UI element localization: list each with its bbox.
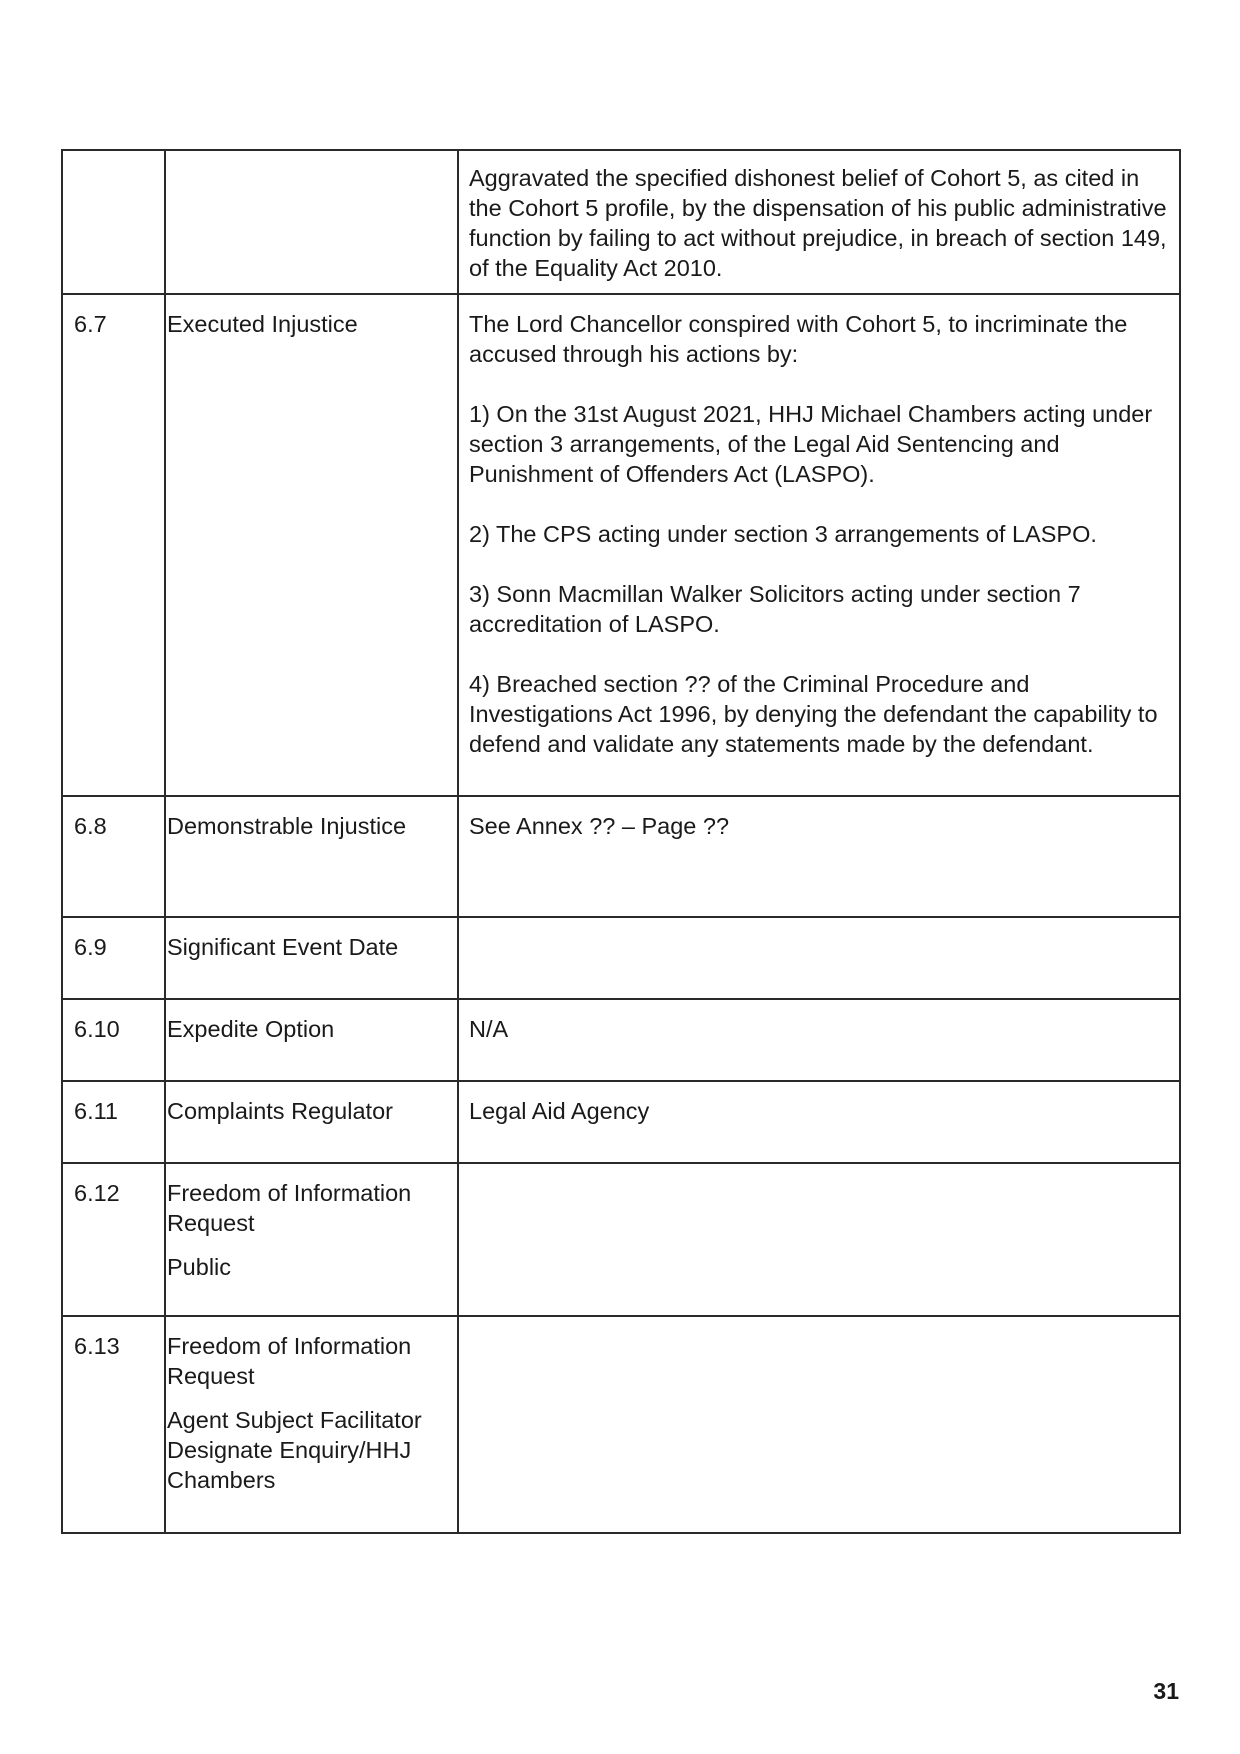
row-number: 6.10 (74, 1016, 120, 1042)
row-number: 6.9 (74, 934, 107, 960)
row-number: 6.13 (74, 1333, 120, 1359)
table-row (62, 294, 1180, 796)
row-number: 6.7 (74, 311, 107, 337)
content-item: 2) The CPS acting under section 3 arrangements of LASPO. (469, 521, 1097, 547)
content-intro: The Lord Chancellor conspired with Cohort 5, to incriminate the accused through his actions by: (469, 311, 1128, 367)
row-number: 6.12 (74, 1180, 120, 1206)
content-item: 4) Breached section ?? of the Criminal Procedure and Investigations Act 1996, by denying the defendant the capability to defend and validate any statements made by the defendant. (469, 671, 1158, 757)
table-row (62, 1163, 1180, 1316)
row-number (63, 151, 164, 165)
row-content (459, 1164, 1179, 1178)
row-label-group (166, 1317, 457, 1495)
content-item: 1) On the 31st August 2021, HHJ Michael Chambers acting under section 3 arrangements, of the Legal Aid Sentencing and Punishment of Offenders Act (LASPO). (469, 401, 1153, 487)
row-label: Expedite Option (167, 1016, 335, 1042)
table-row (62, 1081, 1180, 1163)
row-label (166, 151, 457, 165)
document-table (61, 149, 1181, 1534)
table-row (62, 796, 1180, 917)
row-content (459, 1317, 1179, 1331)
page-number: 31 (1153, 1678, 1179, 1704)
row-label: Significant Event Date (167, 934, 399, 960)
row-label: Freedom of Information Request (167, 1333, 412, 1389)
row-label: Demonstrable Injustice (167, 813, 407, 839)
table-row (62, 999, 1180, 1081)
row-number: 6.11 (74, 1098, 118, 1124)
row-label: Executed Injustice (167, 311, 358, 337)
table-row (62, 150, 1180, 294)
row-label: Freedom of Information Request (167, 1180, 412, 1236)
table-row (62, 1316, 1180, 1533)
row-label: Complaints Regulator (167, 1098, 393, 1124)
table-row (62, 917, 1180, 999)
row-content: Legal Aid Agency (469, 1098, 650, 1124)
row-content: Aggravated the specified dishonest belief of Cohort 5, as cited in the Cohort 5 profile, by the dispensation of his public administrative function by failing to act without prejudice, in breach of section 149, of the Equality Act 2010. (469, 165, 1167, 281)
row-content (459, 918, 1179, 932)
row-content: N/A (469, 1016, 509, 1042)
row-sublabel: Agent Subject Facilitator Designate Enquiry/HHJ Chambers (167, 1407, 422, 1493)
row-content (459, 295, 1179, 769)
row-content: See Annex ?? – Page ?? (469, 813, 730, 839)
content-item: 3) Sonn Macmillan Walker Solicitors acting under section 7 accreditation of LASPO. (469, 581, 1081, 637)
row-number: 6.8 (74, 813, 107, 839)
row-label-group (166, 1164, 457, 1282)
row-sublabel: Public (167, 1254, 232, 1280)
